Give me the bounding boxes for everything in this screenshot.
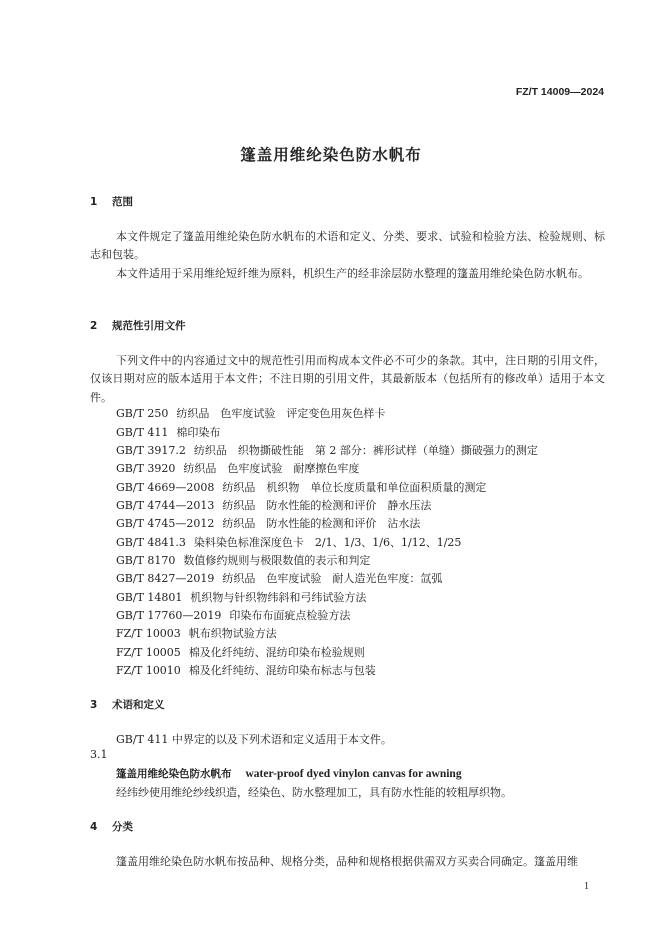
reference-title: 棉及化纤纯纺、混纺印染布标志与包装 [188, 664, 376, 677]
reference-code: GB/T 3917.2 [116, 444, 186, 457]
reference-item [116, 497, 431, 513]
scope-paragraph-1: 本文件规定了篷盖用维纶染色防水帆布的术语和定义、分类、要求、试验和检验方法、检验规则、标志和包装。 [90, 230, 605, 262]
reference-code: GB/T 17760—2019 [116, 609, 222, 622]
classification-paragraph: 篷盖用维纶染色防水帆布按品种、规格分类，品种和规格根据供需双方买卖合同确定。篷盖用维 [116, 855, 578, 868]
reference-title: 机织物与针织物纬斜和弓纬试验方法 [190, 591, 367, 604]
reference-code: GB/T 250 [116, 407, 169, 420]
reference-title: 数值修约规则与极限数值的表示和判定 [183, 554, 371, 567]
reference-code: GB/T 8427—2019 [116, 572, 215, 585]
reference-code: GB/T 14801 [116, 591, 183, 604]
page-number: 1 [584, 881, 589, 892]
reference-item [116, 607, 350, 623]
reference-title: 纺织品 机织物 单位长度质量和单位面积质量的测定 [222, 481, 487, 494]
term-english: water-proof dyed vinylon canvas for awning [245, 768, 462, 780]
reference-item [116, 589, 366, 605]
section-4-heading [90, 819, 133, 834]
section-title: 范围 [112, 196, 133, 208]
reference-code: FZ/T 10003 [116, 627, 181, 640]
section-number: 3 [90, 699, 98, 711]
reference-title: 纺织品 色牢度试验 耐人造光色牢度：氙弧 [222, 572, 443, 585]
document-title: 篷盖用维纶染色防水帆布 [240, 146, 422, 164]
standard-number: FZ/T 14009—2024 [515, 86, 604, 98]
reference-title: 纺织品 色牢度试验 评定变色用灰色样卡 [176, 407, 386, 420]
reference-item [116, 405, 385, 421]
section-number: 2 [90, 320, 98, 332]
section-title: 术语和定义 [112, 699, 165, 711]
reference-title: 棉印染布 [176, 426, 221, 439]
reference-item [116, 625, 277, 641]
reference-title: 帆布织物试验方法 [188, 627, 277, 640]
reference-code: GB/T 3920 [116, 462, 176, 475]
term-definition: 经纬纱使用维纶纱线织造，经染色、防水整理加工，具有防水性能的较粗厚织物。 [116, 786, 512, 799]
reference-code: GB/T 8170 [116, 554, 176, 567]
reference-item [116, 552, 370, 568]
reference-code: FZ/T 10010 [116, 664, 181, 677]
reference-title: 纺织品 防水性能的检测和评价 沾水法 [222, 517, 421, 530]
terms-intro: GB/T 411 中界定的以及下列术语和定义适用于本文件。 [116, 733, 392, 746]
section-1-heading [90, 194, 133, 209]
reference-code: GB/T 4841.3 [116, 536, 186, 549]
reference-title: 染料染色标准深度色卡 2/1、1/3、1/6、1/12、1/25 [193, 536, 462, 549]
reference-code: GB/T 4669—2008 [116, 481, 215, 494]
reference-code: FZ/T 10005 [116, 646, 181, 659]
section-number: 1 [90, 196, 98, 208]
reference-item [116, 442, 538, 458]
section-title: 规范性引用文件 [112, 320, 186, 332]
reference-code: GB/T 4745—2012 [116, 517, 215, 530]
reference-title: 纺织品 色牢度试验 耐摩擦色牢度 [183, 462, 360, 475]
section-2-heading [90, 318, 186, 333]
reference-item [116, 460, 359, 476]
reference-code: GB/T 4744—2013 [116, 499, 215, 512]
scope-paragraph-2: 本文件适用于采用维纶短纤维为原料，机织生产的经非涂层防水整理的篷盖用维纶染色防水帆布。 [116, 267, 589, 280]
reference-item [116, 534, 461, 550]
reference-code: GB/T 411 [116, 426, 169, 439]
reference-item [116, 662, 376, 678]
term-number: 3.1 [90, 748, 108, 761]
reference-item [116, 515, 420, 531]
normative-intro: 下列文件中的内容通过文中的规范性引用而构成本文件必不可少的条款。其中，注日期的引用文件，仅该日期对应的版本适用于本文件；不注日期的引用文件，其最新版本（包括所有的修改单）适用于本文件。 [90, 354, 605, 404]
section-number: 4 [90, 821, 98, 833]
term-chinese: 篷盖用维纶染色防水帆布 [116, 768, 232, 780]
section-title: 分类 [112, 821, 133, 833]
reference-title: 印染布布面疵点检验方法 [229, 609, 351, 622]
reference-title: 棉及化纤纯纺、混纺印染布检验规则 [188, 646, 365, 659]
reference-item [116, 479, 486, 495]
reference-item [116, 644, 365, 660]
term-heading [116, 766, 462, 781]
reference-item [116, 424, 220, 440]
reference-title: 纺织品 织物撕破性能 第 2 部分：裤形试样（单缝）撕破强力的测定 [193, 444, 538, 457]
reference-item [116, 570, 442, 586]
section-3-heading [90, 697, 165, 712]
reference-title: 纺织品 防水性能的检测和评价 静水压法 [222, 499, 432, 512]
